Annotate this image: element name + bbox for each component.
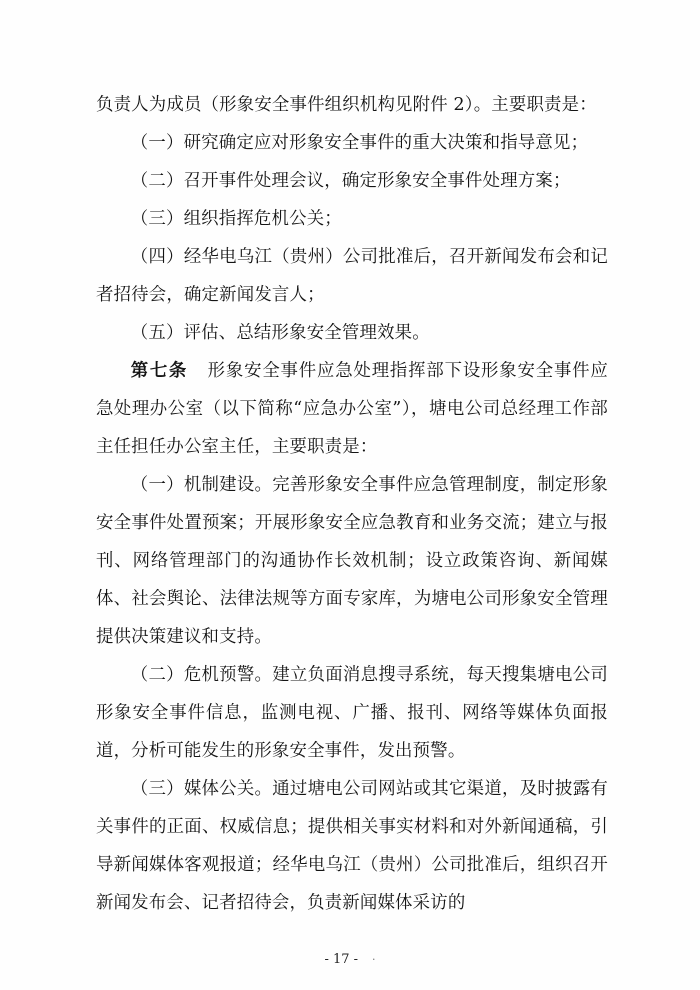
article-seven-item-two: （二）危机预警。建立负面消息搜寻系统，每天搜集塘电公司形象安全事件信息，监测电视、广播、报刊、网络等媒体负面报道，分析可能发生的形象安全事件，发出预警。: [96, 665, 608, 761]
list-item-three: （三）组织指挥危机公关；: [130, 209, 342, 229]
list-item-one: （一）研究确定应对形象安全事件的重大决策和指导意见；: [130, 133, 589, 153]
article-seven-item-one: （一）机制建设。完善形象安全事件应急管理制度，制定形象安全事件处置预案；开展形象安全应急教育和业务交流；建立与报刊、网络管理部门的沟通协作长效机制；设立政策咨询、新闻媒体、社会舆论、法律法规等方面专家库，为塘电公司形象安全管理提供决策建议和支持。: [96, 475, 608, 647]
article-seven-paragraph: [96, 352, 608, 466]
paragraph-continuation: 负责人为成员（形象安全事件组织机构见附件 2）。主要职责是：: [96, 95, 597, 115]
article-seven-item-three: （三）媒体公关。通过塘电公司网站或其它渠道，及时披露有关事件的正面、权威信息；提供相关事实材料和对外新闻通稿，引导新闻媒体客观报道；经华电乌江（贵州）公司批准后，组织召开新闻发布会、记者招待会，负责新闻媒体采访的: [96, 779, 608, 913]
list-item-five: （五）评估、总结形象安全管理效果。: [130, 323, 430, 343]
list-item-two: （二）召开事件处理会议，确定形象安全事件处理方案；: [130, 171, 571, 191]
article-seven-label: 第七条: [130, 361, 188, 381]
list-item-four: （四）经华电乌江（贵州）公司批准后，召开新闻发布会和记者招待会，确定新闻发言人；: [96, 247, 608, 305]
page-number: - 17 -: [324, 952, 359, 967]
article-seven-text: 形象安全事件应急处理指挥部下设形象安全事件应急处理办公室（以下简称“应急办公室”），塘电公司总经理工作部主任担任办公室主任，主要职责是：: [96, 361, 608, 457]
document-body: [96, 86, 608, 922]
footer-mark: ·: [372, 953, 376, 966]
page-footer: [0, 952, 700, 967]
